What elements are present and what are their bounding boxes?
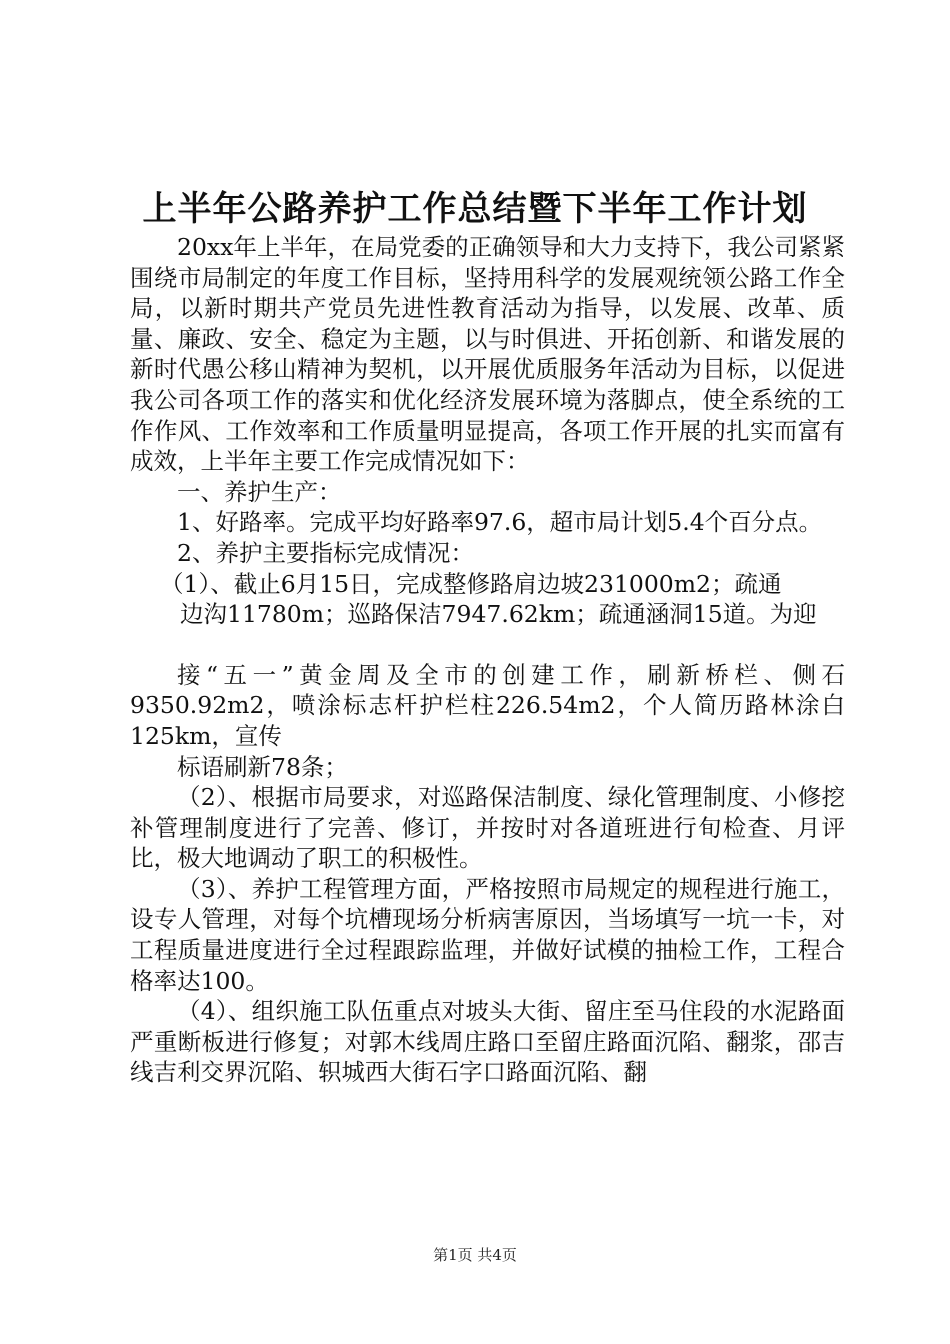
sub-item-1-line-1: （1）、截止6月15日，完成整修路肩边坡231000m2；疏通: [160, 569, 782, 598]
page-title: 上半年公路养护工作总结暨下半年工作计划: [142, 189, 808, 229]
sub-item-2: （2）、根据市局要求，对巡路保洁制度、绿化管理制度、小修挖补管理制度进行了完善、修订，并按时对各道班进行旬检查、月评比，极大地调动了职工的积极性。: [130, 783, 845, 873]
sub-item-1-end: 标语刷新78条；: [177, 752, 348, 781]
item-main-indicators: 2、养护主要指标完成情况：: [177, 538, 474, 567]
sub-item-3: （3）、养护工程管理方面，严格按照市局规定的规程进行施工，设专人管理，对每个坑槽现场分析病害原因，当场填写一坑一卡，对工程质量进度进行全过程跟踪监理，并做好试模的抽检工作，工程合格率达100。: [130, 874, 845, 995]
section-heading-maintenance: 一、养护生产：: [177, 477, 342, 506]
item-road-rate: 1、好路率。完成平均好路率97.6，超市局计划5.4个百分点。: [177, 508, 823, 537]
sub-item-1-continued: 接“五一”黄金周及全市的创建工作，刷新桥栏、侧石9350.92m2，喷涂标志杆护栏柱226.54m2，个人简历路林涂白125km，宣传: [130, 660, 845, 750]
intro-paragraph: 20xx年上半年，在局党委的正确领导和大力支持下，我公司紧紧围绕市局制定的年度工作目标，坚持用科学的发展观统领公路工作全局，以新时期共产党员先进性教育活动为指导，以发展、改革、质量、廉政、安全、稳定为主题，以与时俱进、开拓创新、和谐发展的新时代愚公移山精神为契机，以开展优质服务年活动为目标，以促进我公司各项工作的落实和优化经济发展环境为落脚点，使全系统的工作作风、工作效率和工作质量明显提高，各项工作开展的扎实而富有成效，上半年主要工作完成情况如下：: [130, 233, 845, 476]
sub-item-1-line-2: 边沟11780m；巡路保洁7947.62km；疏通涵洞15道。为迎: [180, 600, 817, 629]
document-body: [130, 232, 845, 1088]
page-number-footer: 第1页 共4页: [433, 1246, 517, 1264]
sub-item-4: （4）、组织施工队伍重点对坡头大街、留庄至马住段的水泥路面严重断板进行修复；对郭木线周庄路口至留庄路面沉陷、翻浆，邵吉线吉利交界沉陷、轵城西大街石字口路面沉陷、翻: [130, 997, 845, 1087]
